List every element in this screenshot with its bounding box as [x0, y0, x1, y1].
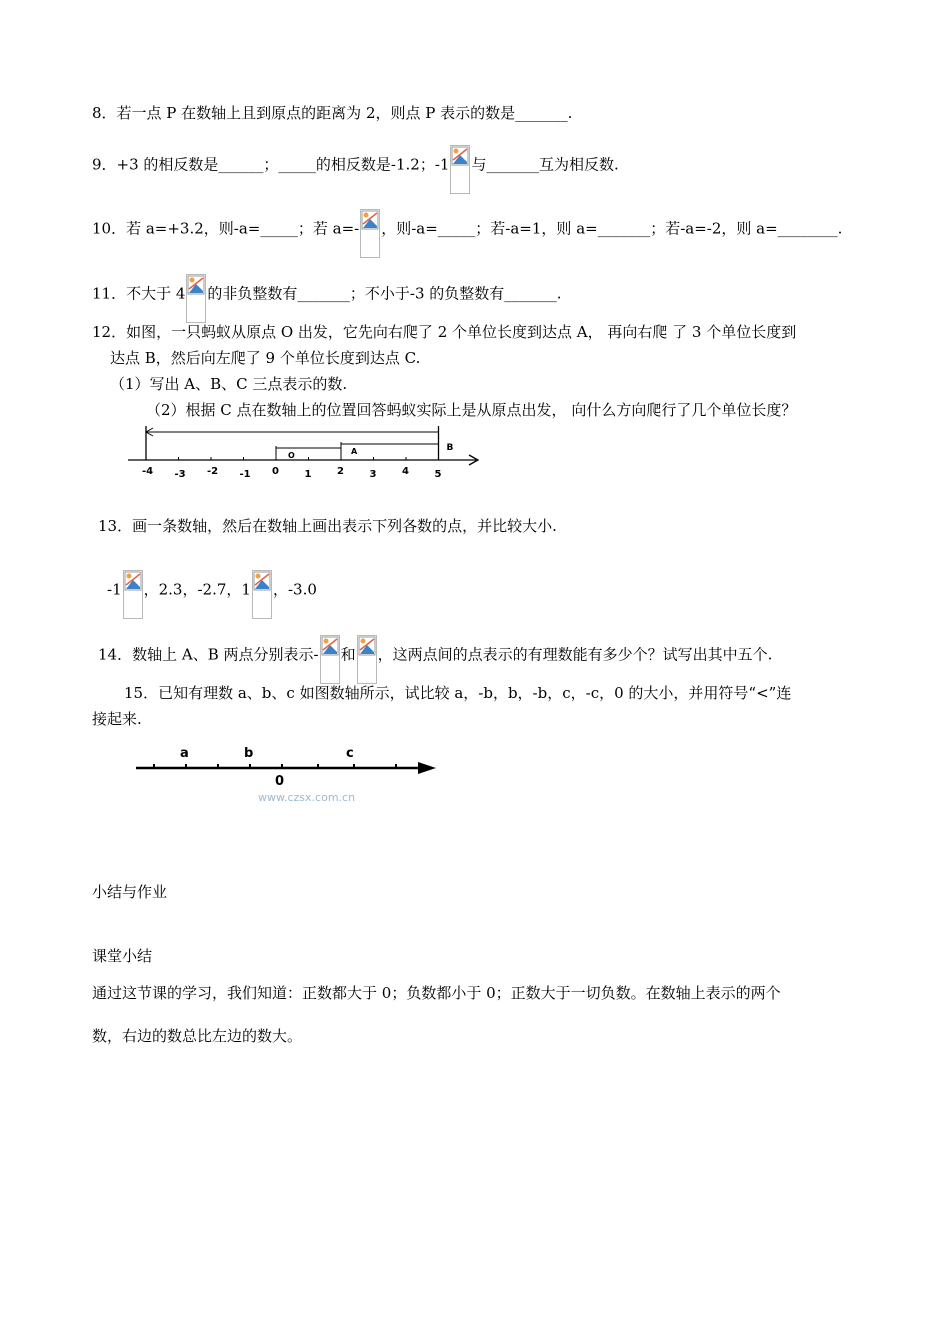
tick-label: 4 — [402, 466, 409, 477]
question-12-sub1: （1）写出 A、B、C 三点表示的数. — [110, 375, 348, 393]
tick-label: -2 — [207, 466, 219, 477]
tick-label: 0 — [272, 466, 279, 477]
summary-subheading: 课堂小结 — [92, 947, 153, 965]
question-9 — [92, 141, 619, 190]
watermark-text: www.czsx.com.cn — [258, 791, 356, 804]
numbers-end: ，-3.0 — [272, 580, 317, 599]
number-neg1: -1 — [107, 580, 122, 599]
tick-label: 1 — [304, 469, 312, 480]
question-10-part1: 10．若 a=+3.2，则-a=_____；若 a=- — [92, 219, 360, 238]
question-13: 13．画一条数轴，然后在数轴上画出表示下列各数的点，并比较大小. — [98, 517, 557, 535]
broken-image-icon — [360, 209, 380, 258]
broken-image-icon — [320, 635, 340, 684]
summary-paragraph-line2: 数，右边的数总比左边的数大。 — [92, 1027, 303, 1045]
icon-sun — [126, 574, 131, 579]
tick-label: 3 — [369, 469, 377, 480]
broken-image-glyph — [361, 210, 379, 230]
point-label-a: a — [180, 746, 189, 761]
axis-arrowhead — [418, 762, 436, 774]
point-label-b: b — [244, 746, 254, 761]
question-12-line2: 达点 B，然后向左爬了 9 个单位长度到达点 C. — [110, 349, 421, 367]
ant-number-line-figure — [126, 420, 486, 482]
icon-sun — [364, 213, 369, 218]
icon-sun — [190, 278, 195, 283]
broken-image-glyph — [124, 571, 142, 591]
question-15-line1: 15．已知有理数 a、b、c 如图数轴所示，试比较 a，-b，b，-b，c，-c，0 的大小，并用符号“<”连 — [124, 684, 792, 702]
tick-label: -3 — [174, 469, 186, 480]
summary-heading: 小结与作业 — [92, 883, 168, 901]
tick-label: 2 — [337, 466, 344, 477]
point-label-b: B — [446, 443, 454, 453]
broken-image-icon — [123, 570, 143, 619]
question-13-numbers — [107, 566, 317, 615]
broken-image-glyph — [358, 636, 376, 656]
broken-image-icon — [357, 635, 377, 684]
point-label-c: c — [346, 746, 354, 761]
broken-image-glyph — [321, 636, 339, 656]
broken-image-icon — [450, 145, 470, 194]
question-9-part1: 9．+3 的相反数是______；_____的相反数是-1.2；-1 — [92, 155, 450, 174]
question-14-part3: ，这两点间的点表示的有理数能有多少个？试写出其中五个. — [377, 645, 773, 664]
question-14-part1: 14．数轴上 A、B 两点分别表示- — [98, 645, 319, 664]
question-11-part2: 的非负整数有_______；不小于-3 的负整数有_______. — [207, 284, 562, 303]
question-12-line1: 12．如图，一只蚂蚁从原点 O 出发，它先向右爬了 2 个单位长度到达点 A， 再向右爬 了 3 个单位长度到 — [92, 323, 797, 341]
question-9-part2: 与_______互为相反数. — [471, 155, 619, 174]
broken-image-glyph — [451, 146, 469, 166]
question-14 — [98, 631, 772, 680]
summary-paragraph-line1: 通过这节课的学习，我们知道：正数都大于 0；负数都小于 0；正数大于一切负数。在数轴上表示的两个 — [92, 984, 781, 1002]
icon-sun — [255, 574, 260, 579]
broken-image-glyph — [187, 275, 205, 295]
question-15-line2: 接起来. — [92, 710, 142, 728]
icon-sun — [323, 639, 328, 644]
abc-number-line-figure — [134, 742, 444, 804]
tick-label: -4 — [142, 466, 154, 477]
tick-label: 5 — [434, 469, 442, 480]
question-10 — [92, 205, 842, 254]
question-11-part1: 11．不大于 4 — [92, 284, 186, 303]
question-8: 8．若一点 P 在数轴上且到原点的距离为 2，则点 P 表示的数是_______. — [92, 104, 573, 122]
tick-label: -1 — [239, 469, 251, 480]
question-12-sub2: （2）根据 C 点在数轴上的位置回答蚂蚁实际上是从原点出发， 向什么方向爬行了几个单位长度？ — [146, 401, 797, 419]
question-11 — [92, 270, 562, 319]
zero-label: 0 — [275, 774, 285, 789]
broken-image-icon — [252, 570, 272, 619]
point-label-o: O — [288, 451, 295, 460]
icon-sun — [360, 639, 365, 644]
question-14-part2: 和 — [340, 645, 356, 664]
question-10-part2: ，则-a=_____；若-a=1，则 a=_______；若-a=-2，则 a=________. — [381, 219, 843, 238]
point-label-a: A — [351, 447, 358, 456]
numbers-middle: ，2.3，-2.7，1 — [143, 580, 251, 599]
broken-image-icon — [186, 274, 206, 323]
icon-sun — [454, 149, 459, 154]
broken-image-glyph — [253, 571, 271, 591]
